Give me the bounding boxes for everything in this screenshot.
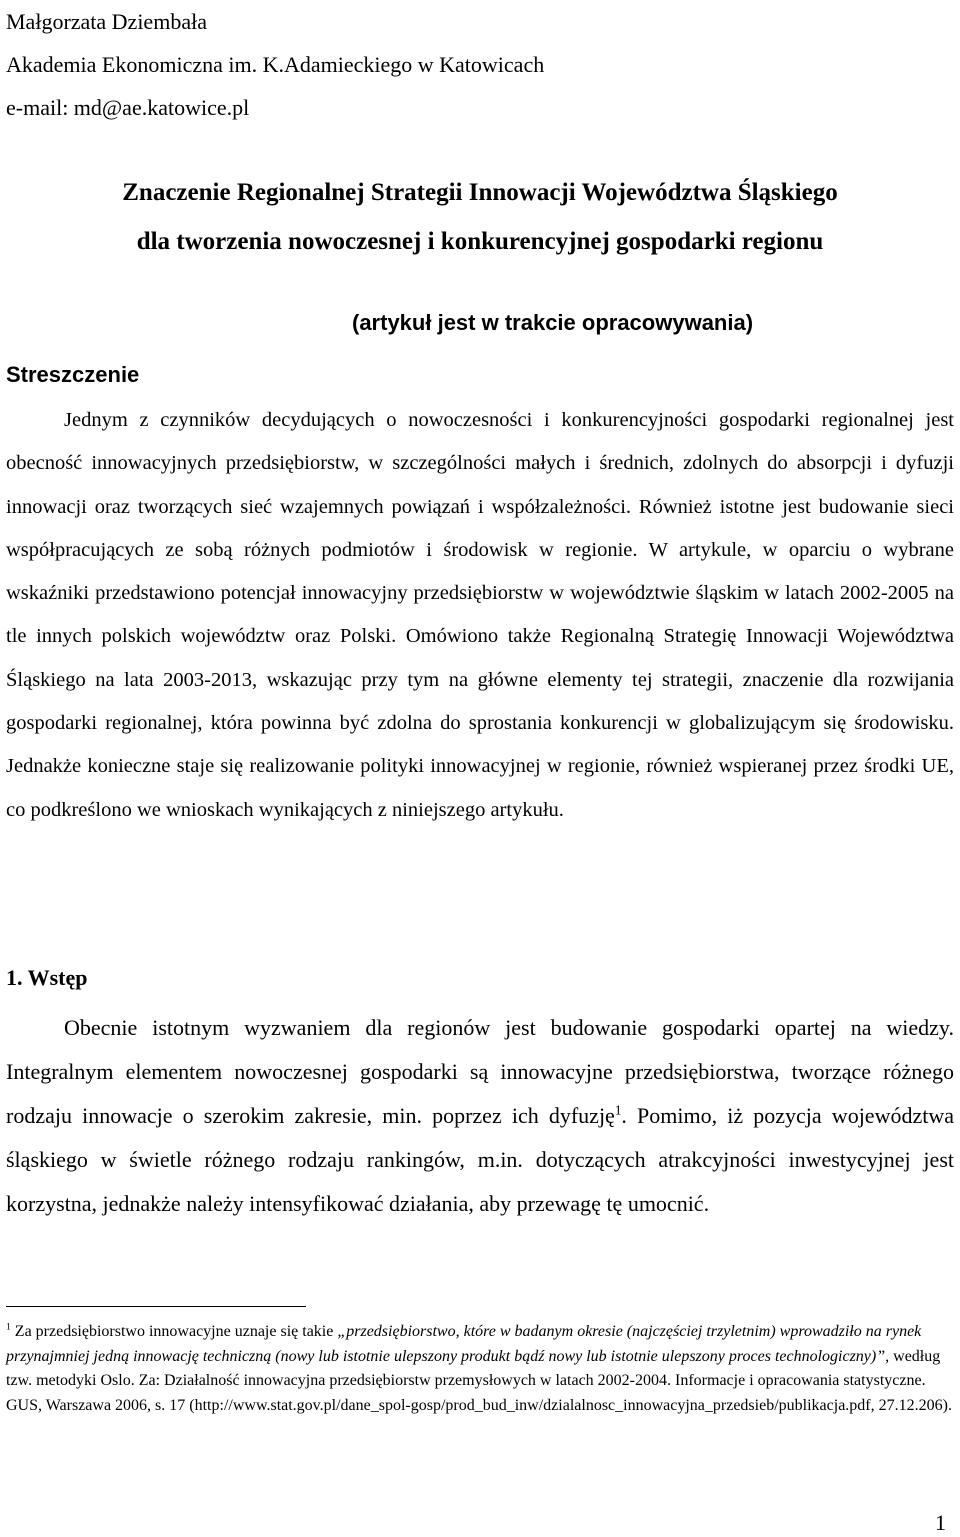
author-block <box>6 0 544 129</box>
footnote-separator <box>6 1306 306 1307</box>
footnote-ref[interactable]: 1 <box>614 1102 622 1118</box>
footnote-quote: „przedsiębiorstwo, które w badanym okresie (najczęściej trzyletnim) wprowadziło na rynek przynajmniej jedną innowację techniczną (nowy lub istotnie ulepszony produkt bądź nowy lub istotnie ulepszony proces technologiczny)”, <box>6 1323 922 1365</box>
footnote <box>6 1320 954 1418</box>
paragraph-text-2: . Pomimo, iż pozycja województwa śląskiego w świetle różnego rodzaju rankingów, m.in. dotyczących atrakcyjności inwestycyjnej jest korzystna, jednakże należy intensyfikować działania, aby przewagę tę umocnić. <box>6 1103 954 1216</box>
author-name: Małgorzata Dziembała <box>6 9 207 34</box>
paper-title <box>0 168 960 266</box>
author-affiliation: Akademia Ekonomiczna im. K.Adamieckiego w Katowicach <box>6 52 545 77</box>
footnote-number: 1 <box>6 1321 11 1333</box>
paragraph-text-1: Obecnie istotnym wyzwaniem dla regionów jest budowanie gospodarki opartej na wiedzy. Integralnym elementem nowoczesnej gospodarki są innowacyjne przedsiębiorstwa, tworzące różnego rodzaju innowacje o szerokim zakresie, min. poprzez ich dyfuzję <box>6 1015 954 1128</box>
section-heading: 1. Wstęp <box>6 965 88 990</box>
title-line-2: dla tworzenia nowoczesnej i konkurencyjnej gospodarki regionu <box>136 228 824 255</box>
title-line-1: Znaczenie Regionalnej Strategii Innowacji Województwa Śląskiego <box>122 179 838 206</box>
abstract-heading: Streszczenie <box>6 362 140 387</box>
status-note: (artykuł jest w trakcie opracowywania) <box>352 310 754 335</box>
abstract-text: Jednym z czynników decydujących o nowoczesności i konkurencyjności gospodarki regionalnej jest obecność innowacyjnych przedsiębiorstw, w szczególności małych i średnich, zdolnych do absorpcji i dyfuzji innowacji oraz tworzących sieć wzajemnych powiązań i współzależności. Również istotne jest budowanie sieci współpracujących ze sobą różnych podmiotów i środowisk w regionie. W artykule, w oparciu o wybrane wskaźniki przedstawiono potencjał innowacyjny przedsiębiorstw w województwie śląskim w latach 2002-2005 na tle innych polskich województw oraz Polski. Omówiono także Regionalną Strategię Innowacji Województwa Śląskiego na lata 2003-2013, wskazując przy tym na główne elementy tej strategii, znaczenie dla rozwijania gospodarki regionalnej, która powinna być zdolna do sprostania konkurencji w globalizującym się środowisku. Jednakże konieczne staje się realizowanie polityki innowacyjnej w regionie, również wspieranej przez środki UE, co podkreślono we wnioskach wynikających z niniejszego artykułu. <box>6 409 954 821</box>
author-email: e-mail: md@ae.katowice.pl <box>6 95 250 120</box>
page-number: 1 <box>935 1510 946 1535</box>
section-paragraph <box>6 1006 954 1226</box>
footnote-rest: według tzw. metodyki Oslo. Za: Działalność innowacyjna przedsiębiorstw przemysłowych w latach 2002-2004. Informacje i opracowania statystyczne. GUS, Warszawa 2006, s. 17 (http://www.stat.gov.pl/dane_spol-gosp/prod_bud_inw/dzialalnosc_innowacyjna_przedsieb/publikacja.pdf, 27.12.206). <box>6 1347 952 1414</box>
footnote-lead: Za przedsiębiorstwo innowacyjne uznaje się takie <box>14 1323 338 1340</box>
